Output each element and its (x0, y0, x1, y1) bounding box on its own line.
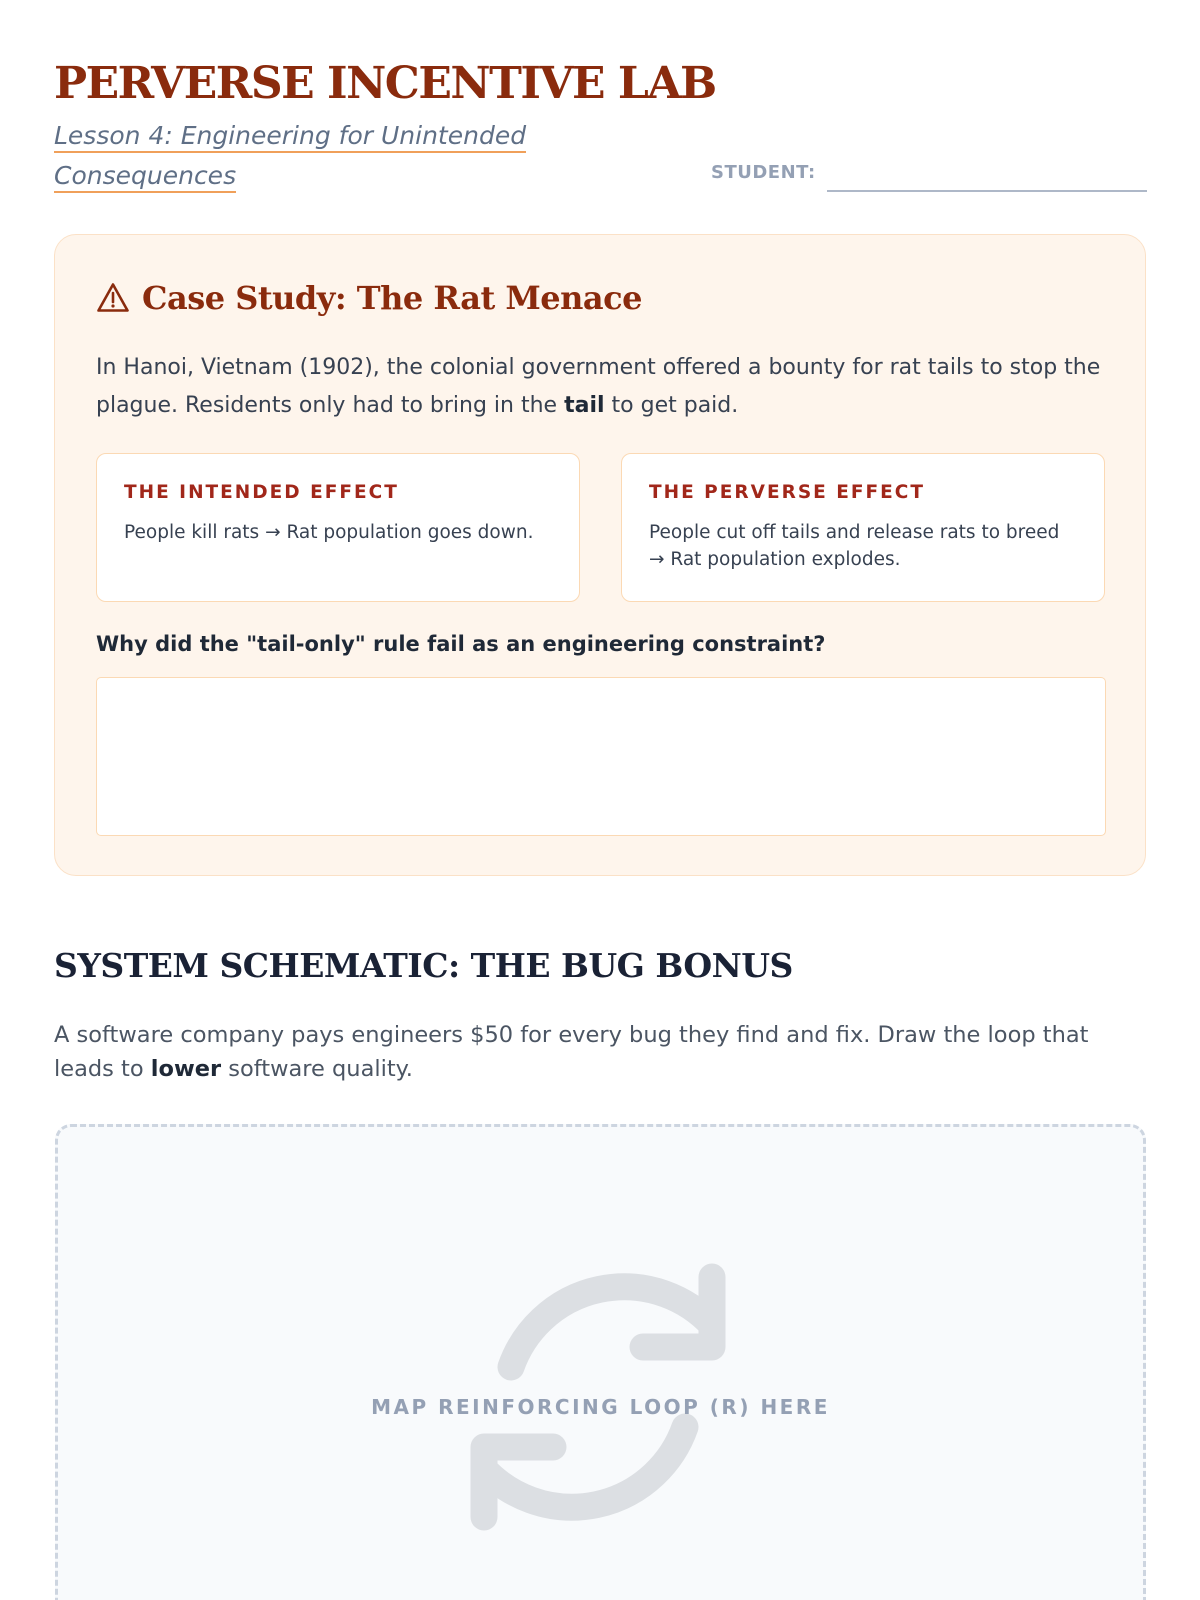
case-study-title: Case Study: The Rat Menace (142, 279, 642, 317)
case-study-header (96, 279, 642, 317)
schematic-desc-text: A software company pays engineers $50 for every bug they find and fix. Draw the loop that leads to (54, 1022, 1089, 1082)
lesson-subtitle-line1: Lesson 4: Engineering for Unintended (54, 121, 526, 153)
perverse-effect-label: THE PERVERSE EFFECT (649, 482, 925, 503)
intended-effect-text: People kill rats → Rat population goes down. (124, 522, 534, 543)
schematic-desc-text-end: software quality. (221, 1056, 413, 1082)
perverse-effect-text: People cut off tails and release rats to breed → Rat population explodes. (649, 522, 1060, 570)
warning-triangle-icon (96, 281, 130, 315)
case-study-description (96, 349, 1106, 425)
student-name-field[interactable] (827, 190, 1147, 192)
schematic-description (54, 1018, 1154, 1086)
schematic-desc-bold: lower (150, 1056, 222, 1082)
student-label: STUDENT: (711, 162, 816, 183)
case-desc-text: In Hanoi, Vietnam (1902), the colonial government offered a bounty for rat tails to stop the plague. Residents only had to bring in the (96, 355, 1101, 418)
loop-drawing-area[interactable] (55, 1124, 1146, 1600)
lesson-subtitle-line2: Consequences (54, 161, 236, 193)
case-study-card (54, 234, 1146, 876)
lesson-subtitle (54, 116, 614, 196)
intended-effect-label: THE INTENDED EFFECT (124, 482, 399, 503)
perverse-effect-card (621, 453, 1105, 602)
case-desc-bold: tail (564, 393, 605, 418)
loop-placeholder-label: MAP REINFORCING LOOP (R) HERE (371, 1395, 830, 1419)
intended-effect-card (96, 453, 580, 602)
case-study-question: Why did the "tail-only" rule fail as an engineering constraint? (96, 632, 826, 656)
page-title: PERVERSE INCENTIVE LAB (54, 58, 716, 109)
schematic-title: SYSTEM SCHEMATIC: THE BUG BONUS (54, 946, 793, 985)
case-desc-text-end: to get paid. (604, 393, 739, 418)
answer-input-box[interactable] (96, 677, 1106, 836)
